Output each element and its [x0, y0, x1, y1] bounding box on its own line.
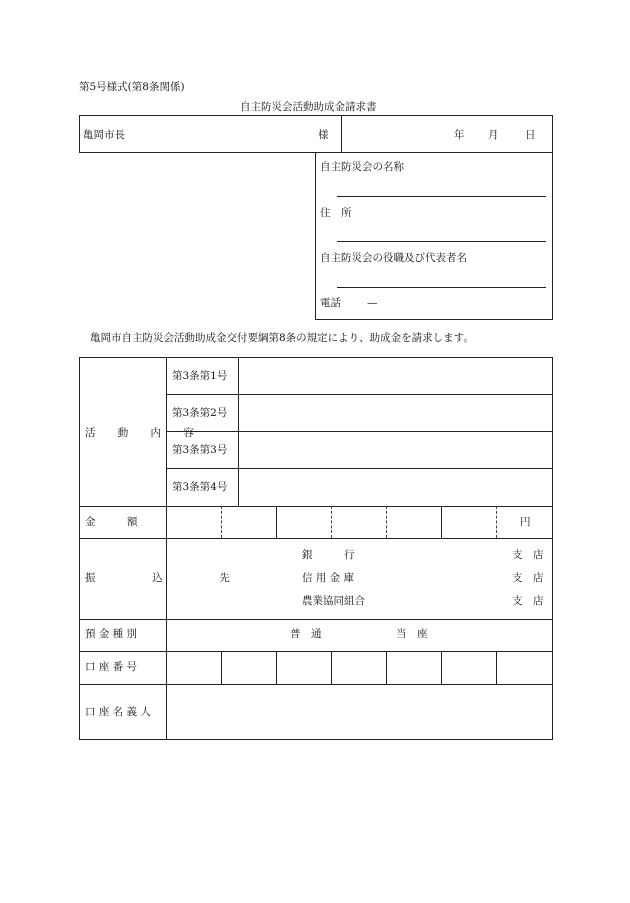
transfer-label: 振 込 先 [85, 572, 253, 584]
form-title: 自主防災会活動助成金請求書 [240, 101, 377, 113]
deposit-current-option[interactable]: 当 座 [396, 628, 428, 640]
address-field[interactable] [337, 241, 546, 242]
activity-item-1: 第3条第1号 [172, 370, 228, 382]
representative-label: 自主防災会の役職及び代表者名 [320, 252, 467, 264]
account-holder-field[interactable] [167, 685, 552, 739]
branch-label-2: 支 店 [512, 572, 544, 584]
activity-field-1[interactable] [239, 358, 552, 394]
activity-field-4[interactable] [239, 469, 552, 505]
bank-type-agri-coop: 農業協同組合 [302, 595, 365, 607]
deposit-type-label: 預 金 種 別 [85, 628, 138, 640]
date-day-label: 日 [525, 129, 536, 141]
account-number-field[interactable] [167, 652, 552, 683]
request-statement: 亀岡市自主防災会活動助成金交付要綱第8条の規定により、助成金を請求します。 [90, 332, 474, 344]
recipient-honorific: 様 [318, 129, 329, 141]
activity-field-3[interactable] [239, 432, 552, 468]
recipient-divider [341, 115, 342, 153]
bank-type-bank: 銀 行 [302, 549, 355, 561]
activity-field-2[interactable] [239, 395, 552, 431]
bank-type-credit-union: 信 用 金 庫 [302, 572, 355, 584]
transfer-field[interactable] [167, 539, 552, 619]
activity-label: 活 動 内 容 [85, 427, 204, 439]
amount-digit-divider [496, 506, 497, 538]
branch-label-3: 支 店 [512, 595, 544, 607]
phone-label: 電話 [320, 297, 341, 309]
activity-item-4: 第3条第4号 [172, 481, 228, 493]
deposit-ordinary-option[interactable]: 普 通 [290, 628, 322, 640]
activity-item-3: 第3条第3号 [172, 444, 228, 456]
account-holder-label: 口 座 名 義 人 [85, 706, 151, 718]
amount-label: 金 額 [85, 516, 138, 528]
account-number-label: 口 座 番 号 [85, 661, 138, 673]
phone-dash: — [367, 297, 378, 309]
recipient-date-box [79, 115, 553, 153]
address-label: 住 所 [320, 207, 352, 219]
amount-unit: 円 [520, 516, 531, 528]
deposit-row-top [79, 619, 553, 620]
applicant-info-box [315, 152, 553, 320]
date-year-label: 年 [454, 129, 465, 141]
activity-item-2: 第3条第2号 [172, 407, 228, 419]
date-month-label: 月 [488, 129, 499, 141]
branch-label-1: 支 店 [512, 549, 544, 561]
amount-field[interactable] [167, 507, 496, 537]
recipient-name: 亀岡市長 [83, 129, 125, 141]
org-name-field[interactable] [337, 196, 546, 197]
form-number: 第5号様式(第8条関係) [79, 81, 185, 93]
org-name-label: 自主防災会の名称 [320, 161, 404, 173]
representative-field[interactable] [337, 287, 546, 288]
